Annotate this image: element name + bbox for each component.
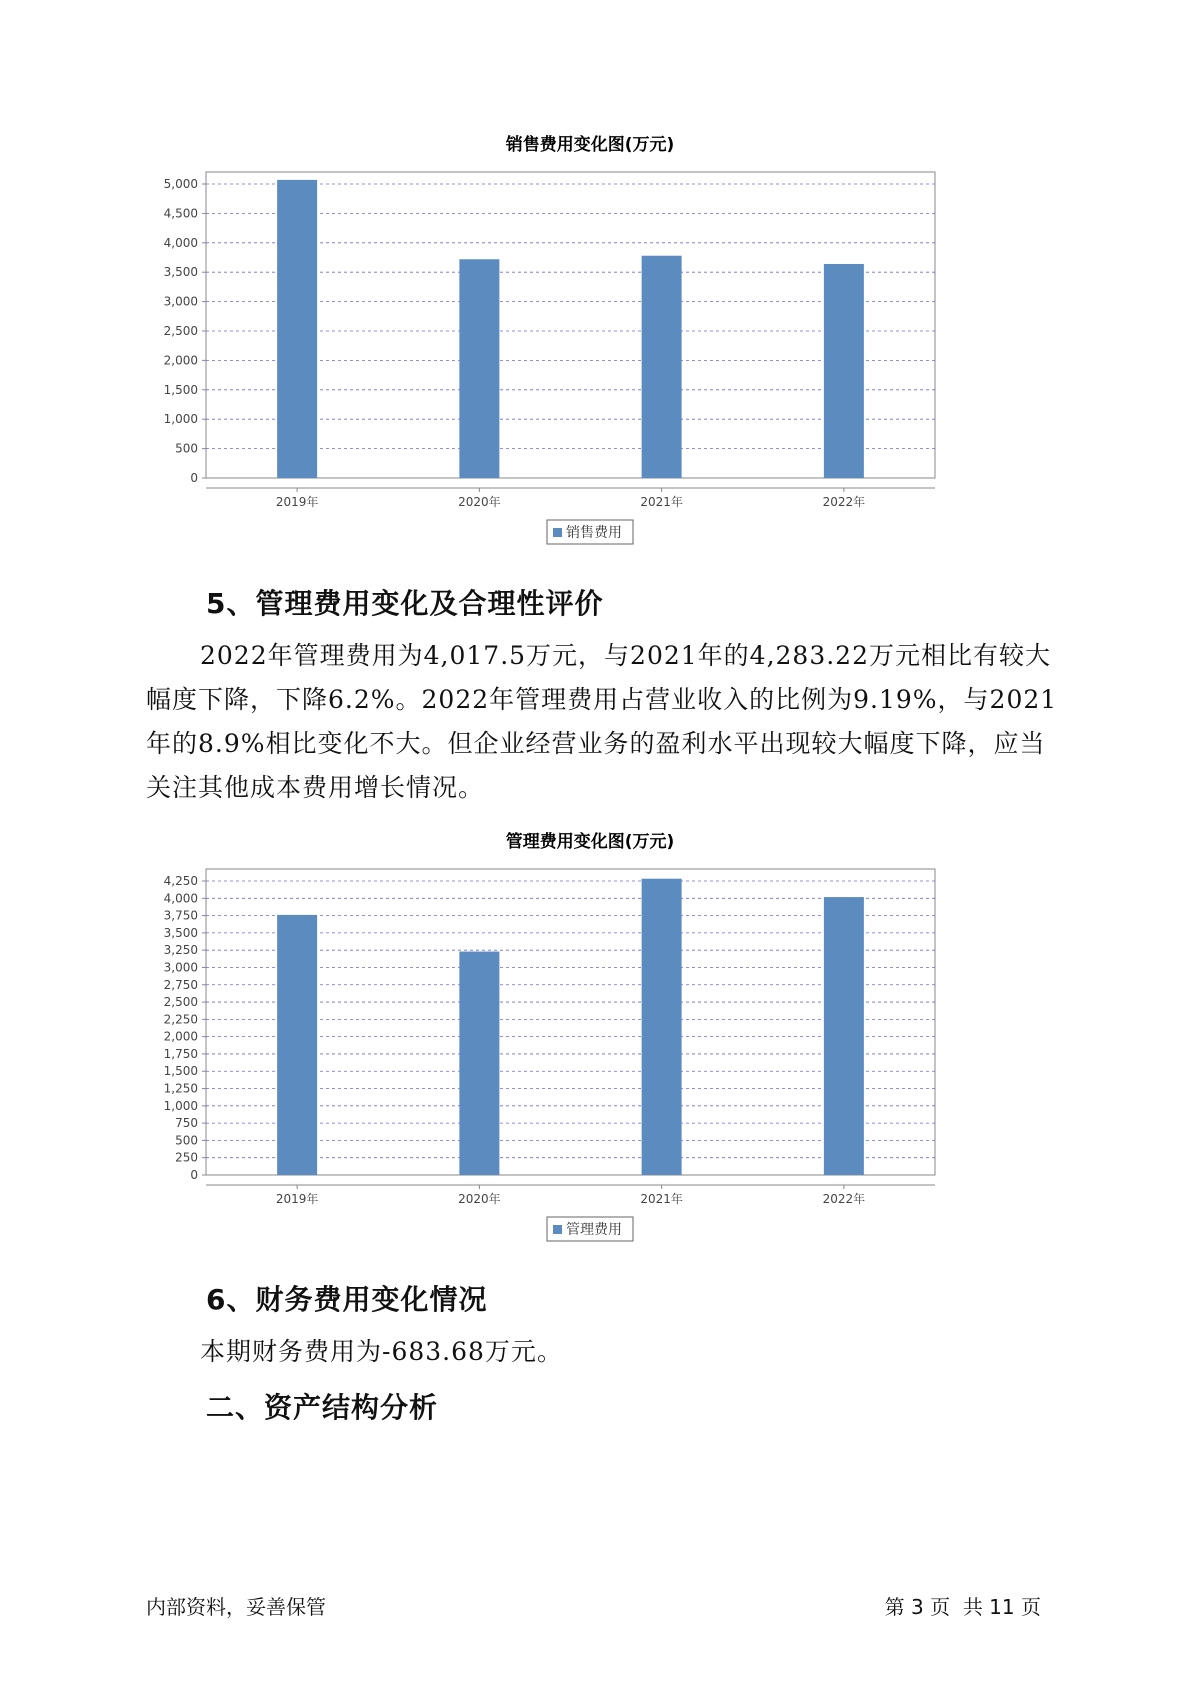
y-tick-label: 0 bbox=[190, 1168, 198, 1182]
x-tick-label: 2019年 bbox=[275, 1192, 319, 1206]
bar-2021年 bbox=[642, 879, 682, 1175]
bar-2019年 bbox=[277, 180, 317, 478]
legend-label: 销售费用 bbox=[566, 525, 622, 541]
x-tick-label: 2021年 bbox=[640, 495, 683, 509]
x-tick-label: 2022年 bbox=[822, 1192, 866, 1206]
bar-2021年 bbox=[642, 256, 682, 478]
y-tick-label: 4,250 bbox=[163, 874, 198, 888]
y-tick-label: 250 bbox=[175, 1150, 198, 1165]
legend-swatch bbox=[553, 528, 562, 537]
y-tick-label: 2,000 bbox=[163, 1029, 198, 1044]
section-two-heading: 二、资产结构分析 bbox=[206, 1391, 439, 1424]
footer-left: 内部资料，妥善保管 bbox=[146, 1595, 326, 1619]
y-tick-label: 2,500 bbox=[163, 995, 198, 1010]
y-tick-label: 3,500 bbox=[163, 265, 198, 280]
bar-2022年 bbox=[824, 897, 864, 1175]
y-tick-label: 500 bbox=[175, 441, 198, 456]
y-tick-label: 5,000 bbox=[163, 177, 198, 191]
y-tick-label: 750 bbox=[175, 1116, 198, 1131]
y-tick-label: 3,500 bbox=[163, 925, 198, 940]
bar-2020年 bbox=[459, 259, 499, 478]
section-6-heading: 6、财务费用变化情况 bbox=[206, 1283, 488, 1316]
chart-title: 销售费用变化图(万元) bbox=[505, 135, 675, 155]
x-tick-label: 2020年 bbox=[458, 495, 501, 509]
chart-title: 管理费用变化图(万元) bbox=[505, 832, 675, 852]
x-tick-label: 2022年 bbox=[822, 495, 866, 509]
bar-2020年 bbox=[459, 952, 499, 1175]
admin-expense-chart bbox=[150, 825, 1030, 1255]
y-tick-label: 3,000 bbox=[163, 294, 198, 309]
y-tick-label: 0 bbox=[190, 471, 198, 485]
sales-expense-chart bbox=[150, 128, 1030, 558]
y-tick-label: 2,250 bbox=[163, 1012, 198, 1027]
y-tick-label: 2,500 bbox=[163, 324, 198, 338]
y-tick-label: 3,750 bbox=[163, 908, 198, 923]
y-tick-label: 1,000 bbox=[163, 412, 198, 427]
section-6-paragraph: 本期财务费用为-683.68万元。 bbox=[200, 1337, 563, 1366]
y-tick-label: 3,000 bbox=[163, 960, 198, 975]
x-tick-label: 2021年 bbox=[640, 1192, 683, 1206]
bar-2022年 bbox=[824, 264, 864, 478]
y-tick-label: 1,000 bbox=[163, 1098, 198, 1113]
section-5-paragraph: 2022年管理费用为4,017.5万元，与2021年的4,283.22万元相比有较大幅度下降，下降6.2%。2022年管理费用占营业收入的比例为9.19%，与2021年的8.9%相比变化不大。但企业经营业务的盈利水平出现较大幅度下降，应当关注其他成本费用增长情况。 bbox=[146, 641, 1058, 802]
y-tick-label: 2,750 bbox=[163, 977, 198, 992]
y-tick-label: 1,750 bbox=[163, 1046, 198, 1061]
admin-expense-chart-svg bbox=[150, 825, 1030, 1255]
x-tick-label: 2020年 bbox=[458, 1192, 501, 1206]
footer-page-number: 第 3 页 共 11 页 bbox=[884, 1595, 1041, 1619]
y-tick-label: 4,000 bbox=[163, 891, 198, 906]
bar-2019年 bbox=[277, 915, 317, 1175]
y-tick-label: 3,250 bbox=[163, 943, 198, 958]
y-tick-label: 4,000 bbox=[163, 235, 198, 250]
y-tick-label: 1,250 bbox=[163, 1081, 198, 1096]
legend-label: 管理费用 bbox=[566, 1222, 622, 1238]
y-tick-label: 1,500 bbox=[163, 1064, 198, 1079]
x-tick-label: 2019年 bbox=[275, 495, 319, 509]
section-5-heading: 5、管理费用变化及合理性评价 bbox=[206, 587, 604, 620]
y-tick-label: 2,000 bbox=[163, 353, 198, 368]
legend-swatch bbox=[553, 1225, 562, 1234]
y-tick-label: 1,500 bbox=[163, 382, 198, 397]
y-tick-label: 500 bbox=[175, 1133, 198, 1148]
sales-expense-chart-svg bbox=[150, 128, 1030, 558]
y-tick-label: 4,500 bbox=[163, 206, 198, 221]
